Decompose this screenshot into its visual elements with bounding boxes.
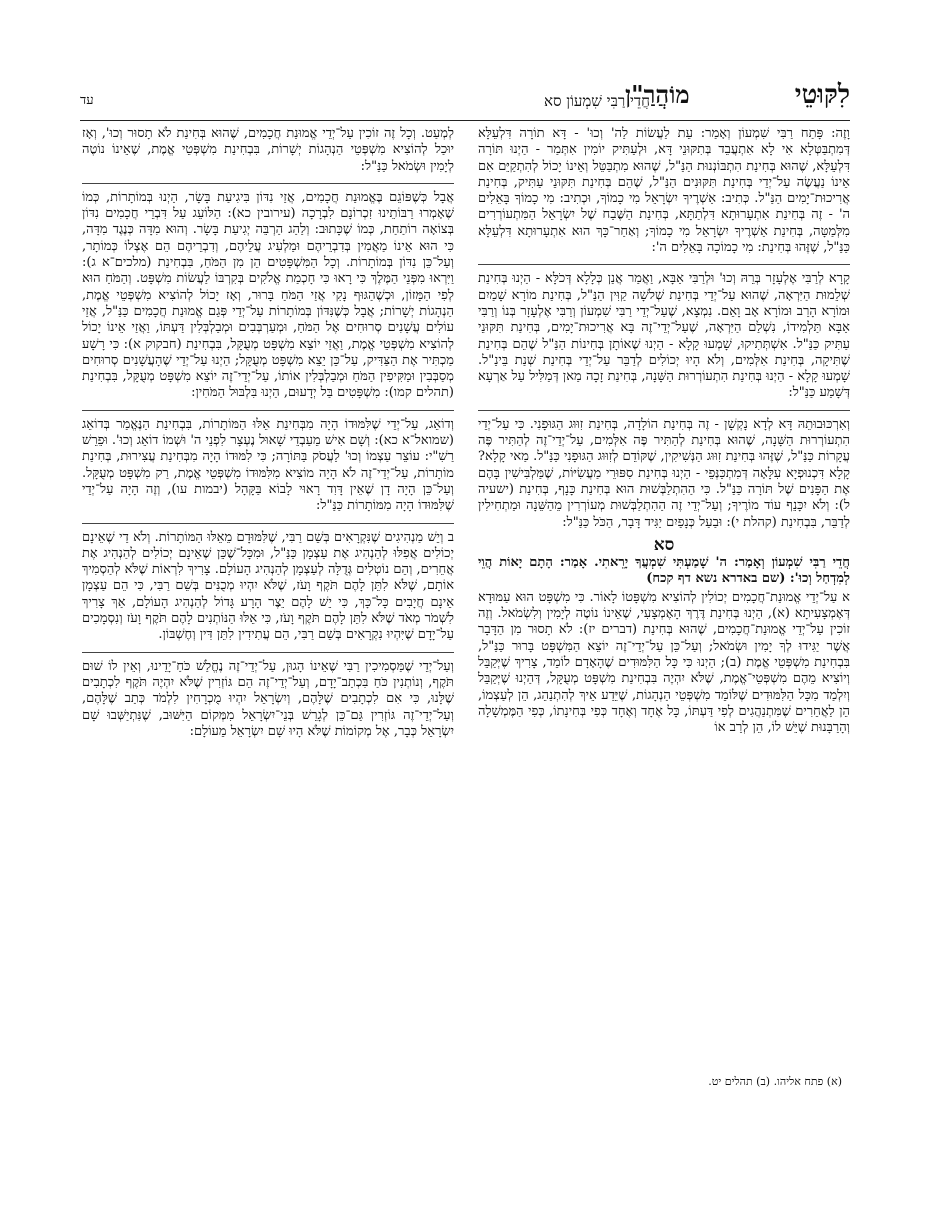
footnote: (א) פתח אליהו. (ב) תהלים יט. — [708, 1075, 842, 1088]
divider — [82, 404, 454, 411]
paragraph: א עַל־יְדֵי אֱמוּנַת־חֲכָמִים יְכוֹלִין לְהוֹצִיא מִשְׁפָּטוֹ לָאוֹר. כִּי מִשְׁפָּט הוּא עַמּוּדָא דְּאֶמְצָעִיתָא (א), הַיְנוּ בְּחִינַת דֶּרֶךְ הָאֶמְצָעִי, שֶׁאֵינוֹ נוֹטֶה לְיָמִין וְלִשְׂמֹאל. וְזֶה זוֹכִין עַל־יְדֵי אֱמוּנַת־חֲכָמִים, שֶׁהוּא בְּחִינַת (דברים יז): לֹא תָסוּר מִן הַדָּבָר אֲשֶׁר יַגִּידוּ לְךָ יָמִין וּשְׂמֹאל; וְעַל־כֵּן עַל־יְדֵי־זֶה יוֹצֵא הַמִּשְׁפָּט בָּרוּר כַּנַּ"ל, בִּבְחִינַת מִשְׁפְּטֵי אֱמֶת (ב); הַיְנוּ כִּי כָּל הַלִּמּוּדִים שֶׁהָאָדָם לוֹמֵד, צָרִיךְ שֶׁיְּקַבֵּל וְיוֹצִיא מֵהֶם מִשְׁפְּטֵי־אֱמֶת, שֶׁלֹּא יִהְיֶה בִּבְחִינַת מִשְׁפָּט מְעֻקָּל, דְּהַיְנוּ שֶׁיְּקַבֵּל וְיִלְמַד מִכָּל הַלִּמּוּדִים שֶׁלּוֹמֵד מִשְׁפְּטֵי הַנְהָגוֹת, שֶׁיֵּדַע אֵיךְ לְהִתְנַהֵג, הֵן לְעַצְמוֹ, הֵן לַאֲחֵרִים שֶׁמִּתְנַהֲגִים לְפִי דַּעְתּוֹ, כָּל אֶחָד וְאֶחָד כְּפִי בְּחִינָתוֹ, כְּפִי הַמֶּמְשָׁלָה וְהָרַבָּנוּת שֶׁיֵּשׁ לוֹ, הֵן לְרַב אוֹ — [478, 589, 850, 736]
section-heading: חֲדֵי רַבִּי שִׁמְעוֹן סא — [543, 92, 650, 110]
paragraph: וְאִרְכּוּבוּתֵהּ דָּא לְדָא נָקְשָׁן - זֶה בְּחִינַת הוֹלָדָה, בְּחִינַת זִוּוּג הַגּוּפָנִי. כִּי עַל־יְדֵי הִתְעוֹרְרוּת הַשָּׁנָה, שֶׁהוּא בְּחִינַת לְהַתִּיר פֶּה אִלְּמִים, עַל־יְדֵי־זֶה לְהַתִּיר פֶּה עֲקָרוֹת כַּנַּ"ל, שֶׁזֶּהוּ בְּחִינַת זִוּוּג הַנְּשִׁיקִין, שֶׁקּוֹדֵם לְזִוּוּג הַגּוּפָנִי כַּנַּ"ל. מַאי קָלָא? קָלָא דִּכְנוּפְיָא עִלָּאָה דְּמִתְכַּנְּפֵי - הַיְנוּ בְּחִינַת סִפּוּרֵי מַעֲשִׂיּוֹת, שֶׁמַּלְבִּישִׁין בָּהֶם אֶת הַפָּנִים שֶׁל תּוֹרָה כַּנַּ"ל. כִּי הַהִתְלַבְּשׁוּת הוּא בְּחִינַת כָּנָף, בְּחִינַת (ישעיה ל): וְלֹא יִכָּנֵף עוֹד מוֹרֶיךָ; וְעַל־יְדֵי זֶה הַהִתְלַבְּשׁוּת מְעוֹרְרִין מֵהַשֵּׁנָה וּמַתְחִילִין לְדַבֵּר, בִּבְחִינַת (קהלת י): וּבַעַל כְּנָפַיִם יַגִּיד דָּבָר, הַכֹּל כַּנַּ"ל: — [478, 416, 850, 530]
divider — [478, 404, 850, 411]
right-column — [478, 126, 850, 738]
paragraph: אֲבָל כְּשֶׁפּוֹגֵם בֶּאֱמוּנַת חֲכָמִים, אֲזַי נִדּוֹן בִּיגִיעַת בָּשָׂר, הַיְנוּ בְּמוֹתָרוֹת, כְּמוֹ שֶׁאָמְרוּ רַבּוֹתֵינוּ זִכְרוֹנָם לִבְרָכָה (עירובין כא): הַלּוֹעֵג עַל דִּבְרֵי חֲכָמִים נִדּוֹן בְּצוֹאָה רוֹתַחַת, כְּמוֹ שֶׁכָּתוּב: וְלַהַג הַרְבֵּה יְגִיעַת בָּשָׂר. וְהוּא מִדָּה כְּנֶגֶד מִדָּה, כִּי הוּא אֵינוֹ מַאֲמִין בְּדִבְרֵיהֶם וּמַלְעִיג עֲלֵיהֶם, וְדִבְרֵיהֶם הֵם אֶצְלוֹ כְּמוֹתָר, וְעַל־כֵּן נִדּוֹן בְּמוֹתָרוֹת. וְכָל הַמִּשְׁפָּטִים הֵן מִן הַמֹּחַ, בִּבְחִינַת (מלכים־א ג): וַיִּרְאוּ מִפְּנֵי הַמֶּלֶךְ כִּי רָאוּ כִּי חָכְמַת אֱלֹקִים בְּקִרְבּוֹ לַעֲשׂוֹת מִשְׁפָּט. וְהַמֹּחַ הוּא לְפִי הַמָּזוֹן, וּכְשֶׁהַגּוּף נָקִי אֲזַי הַמֹּחַ בָּרוּר, וְאָז יָכוֹל לְהוֹצִיא מִשְׁפְּטֵי אֱמֶת, הַנְהָגוֹת יְשָׁרוֹת; אֲבָל כְּשֶׁנִּדּוֹן בְּמוֹתָרוֹת עַל־יְדֵי פְּגַם אֱמוּנַת חֲכָמִים כַּנַּ"ל, אֲזַי עוֹלִים עֲשָׁנִים סְרוּחִים אֶל הַמֹּחַ, וּמְעַרְבְּבִים וּמְבַלְבְּלִין דַּעְתּוֹ, וַאֲזַי אֵינוֹ יָכוֹל לְהוֹצִיא מִשְׁפְּטֵי אֱמֶת, וַאֲזַי יוֹצֵא מִשְׁפָּט מְעֻקָּל, בִּבְחִינַת (חבקוק א): כִּי רָשָׁע מַכְתִּיר אֶת הַצַּדִּיק, עַל־כֵּן יֵצֵא מִשְׁפָּט מְעֻקָּל; הַיְנוּ עַל־יְדֵי שֶׁהָעֲשָׁנִים סְרוּחִים מְסַבְּבִין וּמַקִּיפִין הַמֹּחַ וּמְבַלְבְּלִין אוֹתוֹ, עַל־יְדֵי־זֶה יוֹצֵא מִשְׁפָּט מְעֻקָּל, בִּבְחִינַת (תהלים קמו): מִשְׁפָּטִים בַּל יְדָעוּם, הַיְנוּ בִּלְבּוּל הַמֹּחִין: — [82, 189, 454, 401]
paragraph: לְמְעַט. וְכָל זֶה זוֹכִין עַל־יְדֵי אֱמוּנַת חֲכָמִים, שֶׁהוּא בְּחִינַת לֹא תָסוּר וְכוּ', וְאָז יוּכַל לְהוֹצִיא מִשְׁפְּטֵי הַנְהָגוֹת יְשָׁרוֹת, בִּבְחִינַת מִשְׁפְּטֵי אֱמֶת, שֶׁאֵינוֹ נוֹטֶה לְיָמִין וּשְׂמֹאל כַּנַּ"ל: — [82, 126, 454, 174]
divider — [82, 517, 454, 524]
paragraph: ב וְיֵשׁ מַנְהִיגִים שֶׁנִּקְרָאִים בְּשֵׁם רַבִּי, שֶׁלִּמּוּדָם מֵאֵלּוּ הַמּוֹתָרוֹת. וְלֹא דַי שֶׁאֵינָם יְכוֹלִים אֲפִלּוּ לְהַנְהִיג אֶת עַצְמָן כַּנַּ"ל, וּמִכָּל־שֶׁכֵּן שֶׁאֵינָם יְכוֹלִים לְהַנְהִיג אֶת אֲחֵרִים, וְהֵם נוֹטְלִים גְּדֻלָּה לְעַצְמָן לְהַנְהִיג הָעוֹלָם. צָרִיךְ לִרְאוֹת שֶׁלֹּא לְהַסְמִיךְ אוֹתָם, שֶׁלֹּא לִתֵּן לָהֶם תֹּקֶף וָעֹז, שֶׁלֹּא יִהְיוּ מְכֻנִּים בְּשֵׁם רַבִּי, כִּי הֵם עַצְמָן אֵינָם חֲיָבִים כָּל־כָּךְ, כִּי יֵשׁ לָהֶם יֵצֶר הָרָע גָּדוֹל לְהַנְהִיג הָעוֹלָם, אַךְ צָרִיךְ לִשְׁמֹר מְאֹד שֶׁלֹּא לִתֵּן לָהֶם תֹּקֶף וָעֹז, כִּי אֵלּוּ הַנּוֹתְנִים לָהֶם תֹּקֶף וָעֹז וְנִסְמָכִים עַל־יָדָם שֶׁיִּהְיוּ נִקְרָאִים בְּשֵׁם רַבִּי, הֵם עֲתִידִין לִתֵּן דִּין וְחֶשְׁבּוֹן. — [82, 529, 454, 643]
book-title-right: לִקּוּטֵי — [794, 80, 850, 110]
page-number: עד — [80, 93, 94, 108]
divider — [82, 646, 454, 653]
running-header — [80, 80, 850, 120]
siman-heading: סא — [653, 534, 675, 555]
divider — [82, 177, 454, 184]
paragraph: וְעַל־יְדֵי שֶׁמַּסְמִיכִין רַבִּי שֶׁאֵינוֹ הָגוּן, עַל־יְדֵי־זֶה נֶחֱלַשׁ כֹּחַ־יָדֵינוּ, וְאֵין לוֹ שׁוּם תֹּקֶף, וְנוֹתְנִין כֹּחַ בִּכְתַב־יָדָם, וְעַל־יְדֵי־זֶה הֵם גּוֹזְרִין שֶׁלֹּא יִהְיֶה תֹּקֶף לִכְתָבִים שֶׁלָּנוּ, כִּי אִם לִכְתָבִים שֶׁלָּהֶם, וְיִשְׂרָאֵל יִהְיוּ מֻכְרָחִין לִלְמֹד כְּתַב שֶׁלָּהֶם, וְעַל־יְדֵי־זֶה גּוֹזְרִין גַּם־כֵּן לְגָרֵשׁ בְּנֵי־יִשְׂרָאֵל מִמְּקוֹם הַיִּשּׁוּב, שֶׁנִּתְיַשְּׁבוּ שָׁם יִשְׂרָאֵל כְּבָר, אֶל מְקוֹמוֹת שֶׁלֹּא הָיוּ שָׁם יִשְׂרָאֵל מֵעוֹלָם: — [82, 658, 454, 739]
book-title-left: מוֹהֲרַ"ן — [625, 80, 690, 109]
paragraph: וָזֶה: פָּתַח רַבִּי שִׁמְעוֹן וְאָמַר: עֵת לַעֲשׂוֹת לַה' וְכוּ' - דָּא תוֹרָה דִּלְעֵלָּא דְּמִתְבַּטְּלָא אִי לָא אִתְעֲבֵד בְּתִקּוּנֵי דָּא, וּלְעַתִּיק יוֹמִין אִתְּמַר - הַיְנוּ תּוֹרָה דִּלְעֵלָּא, שֶׁהוּא בְּחִינַת הִתְבּוֹנְנוּת הַנַּ"ל, שֶׁהוּא מִתְבַּטֵּל וְאֵינוֹ יָכוֹל לְהִתְקַיֵּם אִם אֵינוֹ נַעֲשֶׂה עַל־יְדֵי בְּחִינַת תִּקּוּנִים הַנַּ"ל, שֶׁהֵם בְּחִינַת תִּקּוּנֵי עַתִּיק, בְּחִינַת אֲרִיכוּת־יָמִים הַנַּ"ל. כְּתִיב: אַשְׁרֶיךָ יִשְׂרָאֵל מִי כָמוֹךָ, וּכְתִיב: מִי כָמוֹךָ בָּאֵלִים ה' - זֶה בְּחִינַת אִתְעָרוּתָא דִּלְתַתָּא, בְּחִינַת הַשֶּׁבַח שֶׁל יִשְׂרָאֵל הַמִּתְעוֹרְרִים מִלְּמַטָּה, בְּחִינַת אַשְׁרֶיךָ יִשְׂרָאֵל מִי כָמוֹךָ; וְאַחַר־כָּךְ הוּא אִתְעָרוּתָא דִּלְעֵלָּא כַּנַּ"ל, שֶׁזֶּהוּ בְּחִינַת: מִי כָמוֹכָה בָּאֵלִים ה': — [478, 126, 850, 256]
divider — [478, 258, 850, 265]
zohar-quote: חֲדֵי רַבִּי שִׁמְעוֹן וְאָמַר: ה' שָׁמַעְתִּי שִׁמְעֲךָ יָרֵאתִי. אָמַר: הָתָם יָאוֹת הֲוֵי לְמִדְחַל וְכוּ': (שם באדרא נשא דף קכח) — [478, 555, 850, 587]
header-rule — [80, 120, 850, 121]
paragraph: קָרָא לְרַבִּי אֶלְעָזָר בְּרֵהּ וְכוּ' וּלְרַבִּי אַבָּא, וַאֲמַר אֲנַן כְּלָלָא דְּכֹלָּא - הַיְנוּ בְּחִינַת שְׁלֵמוּת הַיִּרְאָה, שֶׁהוּא עַל־יְדֵי בְּחִינַת שְׁלֹשָׁה קַוִּין הַנַּ"ל, בְּחִינַת מוֹרָא שָׁמַיִם וּמוֹרָא הָרַב וּמוֹרָא אָב וָאֵם. נִמְצָא, שֶׁעַל־יְדֵי רַבִּי שִׁמְעוֹן וְרַבִּי אֶלְעָזָר בְּנוֹ וְרַבִּי אַבָּא תַּלְמִידוֹ, נִשְׁלַם הַיִּרְאָה, שֶׁעַל־יְדֵי־זֶה בָּא אֲרִיכוּת־יָמִים, בְּחִינַת תִּקּוּנֵי עַתִּיק כַּנַּ"ל. אִשְׁתְּתִיקוּ, שָׁמְעוּ קָלָא - הַיְנוּ שֶׁאוֹתָן בְּחִינוֹת הַנַּ"ל שֶׁהֵם בְּחִינַת שֶׁתִּיקָה, בְּחִינַת אִלְּמִים, וְלֹא הָיוּ יְכוֹלִים לְדַבֵּר עַל־יְדֵי בְּחִינַת שְׁנַת בֵּינַ"ל. שָׁמְעוּ קָלָא - הַיְנוּ בְּחִינַת הִתְעוֹרְרוּת הַשָּׁנָה, בְּחִינַת זָכָה מַאן דְּמַלִּיל עַל אַרְעָא דְּשָׁמַע כַּנַּ"ל: — [478, 271, 850, 401]
paragraph: וְדוֹאֵג, עַל־יְדֵי שֶׁלִּמּוּדוֹ הָיָה מִבְּחִינַת אֵלּוּ הַמּוֹתָרוֹת, בִּבְחִינַת הַנֶּאֱמַר בְּדוֹאֵג (שמואל־א כא): וְשָׁם אִישׁ מֵעַבְדֵי שָׁאוּל נֶעְצָר לִפְנֵי ה' וּשְׁמוֹ דוֹאֵג וְכוּ'. וּפֵרֵשׁ רַשִׁ"י: עוֹצֵר עַצְמוֹ וְכוּ' לַעֲסֹק בַּתּוֹרָה; כִּי לִמּוּדוֹ הָיָה מִבְּחִינַת עֲצִירוּת, בְּחִינַת מוֹתָרוֹת, עַל־יְדֵי־זֶה לֹא הָיָה מוֹצִיא מִלִּמּוּדוֹ מִשְׁפְּטֵי אֱמֶת, רַק מִשְׁפָּט מְעֻקָּל. וְעַל־כֵּן הָיָה דָן שֶׁאֵין דָּוִד רָאוּי לָבוֹא בַּקָּהָל (יבמות עו), וְזֶה הָיָה עַל־יְדֵי שֶׁלִּמּוּדוֹ הָיָה מִמּוֹתָרוֹת כַּנַּ"ל: — [82, 416, 454, 514]
left-column — [82, 126, 454, 742]
